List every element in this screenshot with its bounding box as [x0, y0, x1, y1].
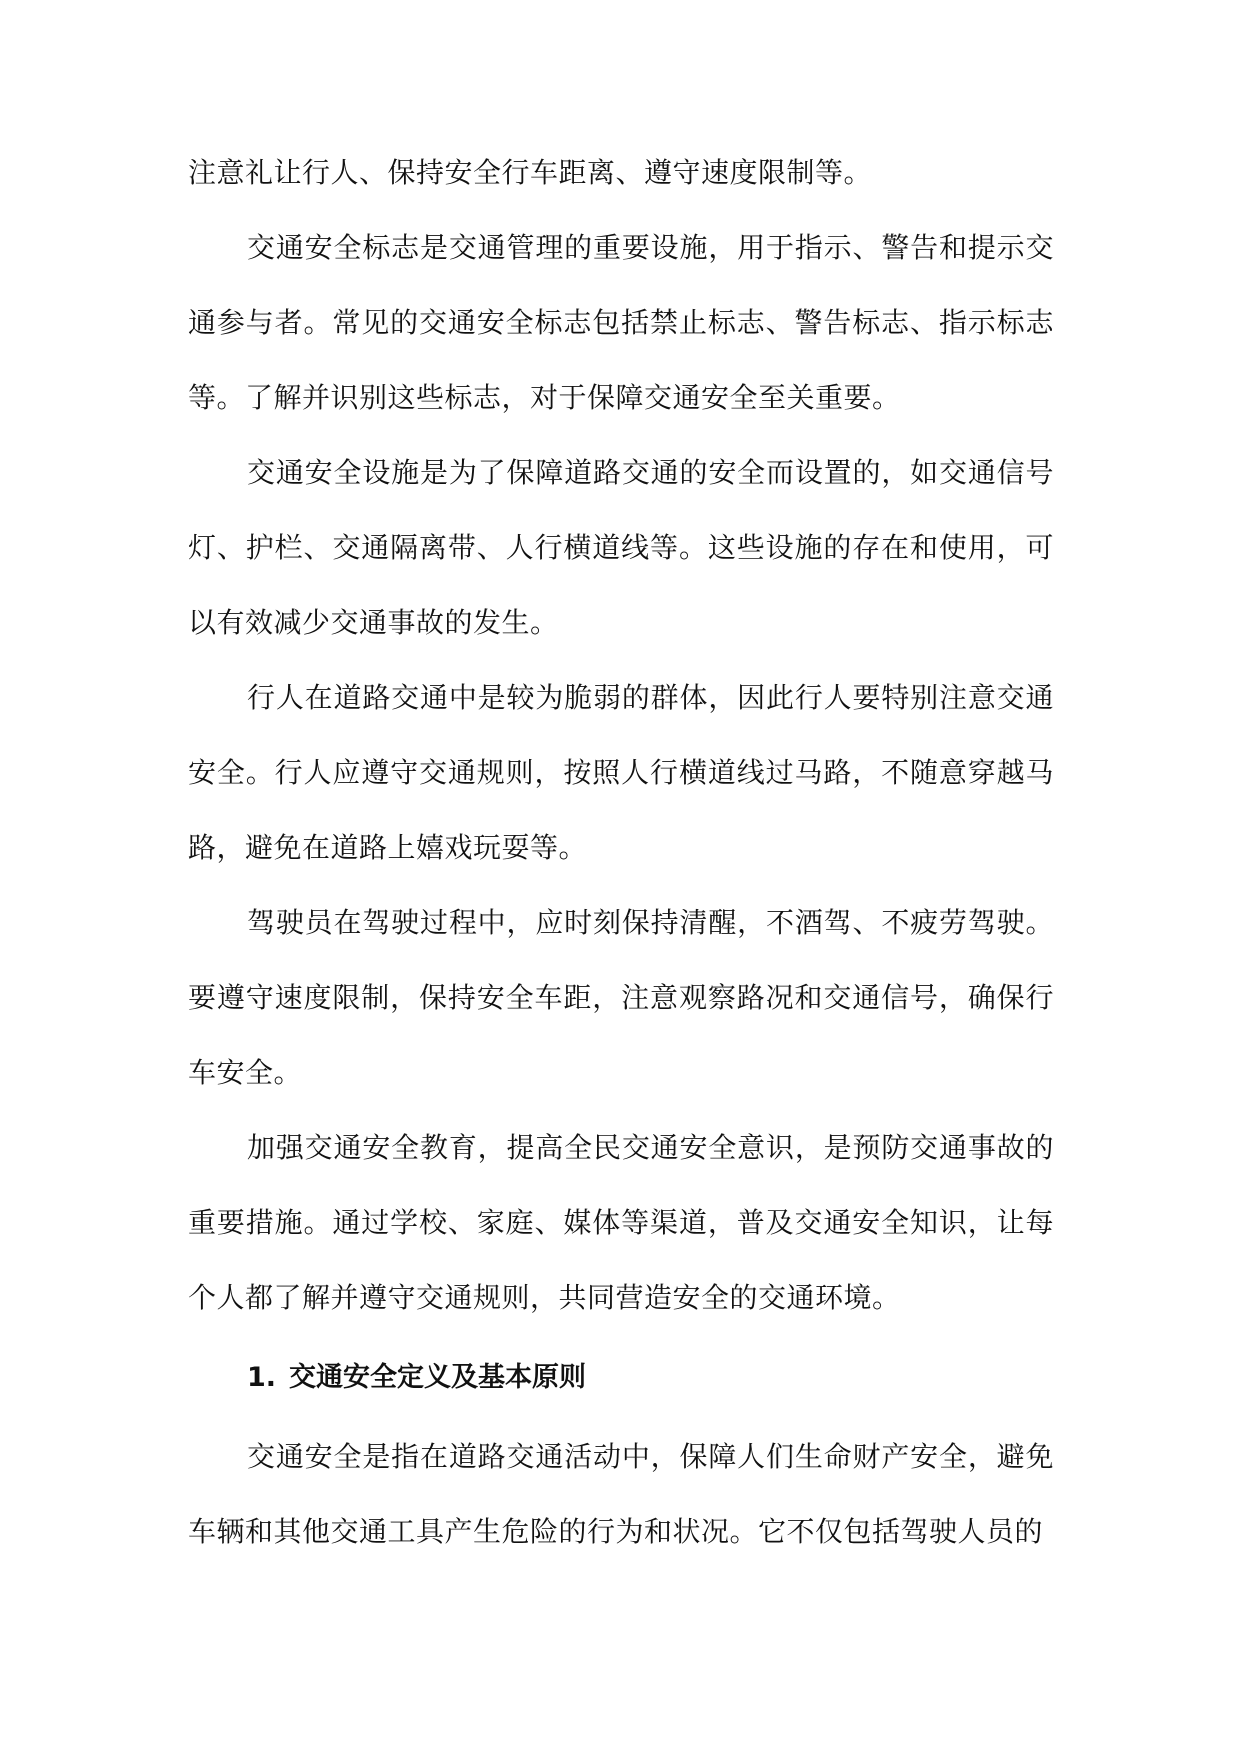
paragraph-traffic-facilities: 交通安全设施是为了保障道路交通的安全而设置的，如交通信号灯、护栏、交通隔离带、人行横道线等。这些设施的存在和使用，可以有效减少交通事故的发生。 [188, 456, 1054, 639]
paragraph-continuation: 注意礼让行人、保持安全行车距离、遵守速度限制等。 [188, 156, 873, 189]
section-number: 1. [247, 1362, 277, 1393]
paragraph-pedestrians: 行人在道路交通中是较为脆弱的群体，因此行人要特别注意交通安全。行人应遵守交通规则，按照人行横道线过马路，不随意穿越马路，避免在道路上嬉戏玩耍等。 [188, 681, 1054, 864]
paragraph-drivers: 驾驶员在驾驶过程中，应时刻保持清醒，不酒驾、不疲劳驾驶。要遵守速度限制，保持安全车距，注意观察路况和交通信号，确保行车安全。 [188, 906, 1054, 1089]
section-title: 交通安全定义及基本原则 [289, 1362, 586, 1393]
paragraph-traffic-signs: 交通安全标志是交通管理的重要设施，用于指示、警告和提示交通参与者。常见的交通安全标志包括禁止标志、警告标志、指示标志等。了解并识别这些标志，对于保障交通安全至关重要。 [188, 231, 1054, 414]
section-heading [247, 1358, 586, 1398]
paragraph-definition: 交通安全是指在道路交通活动中，保障人们生命财产安全，避免车辆和其他交通工具产生危险的行为和状况。它不仅包括驾驶人员的 [188, 1440, 1054, 1548]
paragraph-safety-education: 加强交通安全教育，提高全民交通安全意识，是预防交通事故的重要措施。通过学校、家庭、媒体等渠道，普及交通安全知识，让每个人都了解并遵守交通规则，共同营造安全的交通环境。 [188, 1131, 1054, 1314]
